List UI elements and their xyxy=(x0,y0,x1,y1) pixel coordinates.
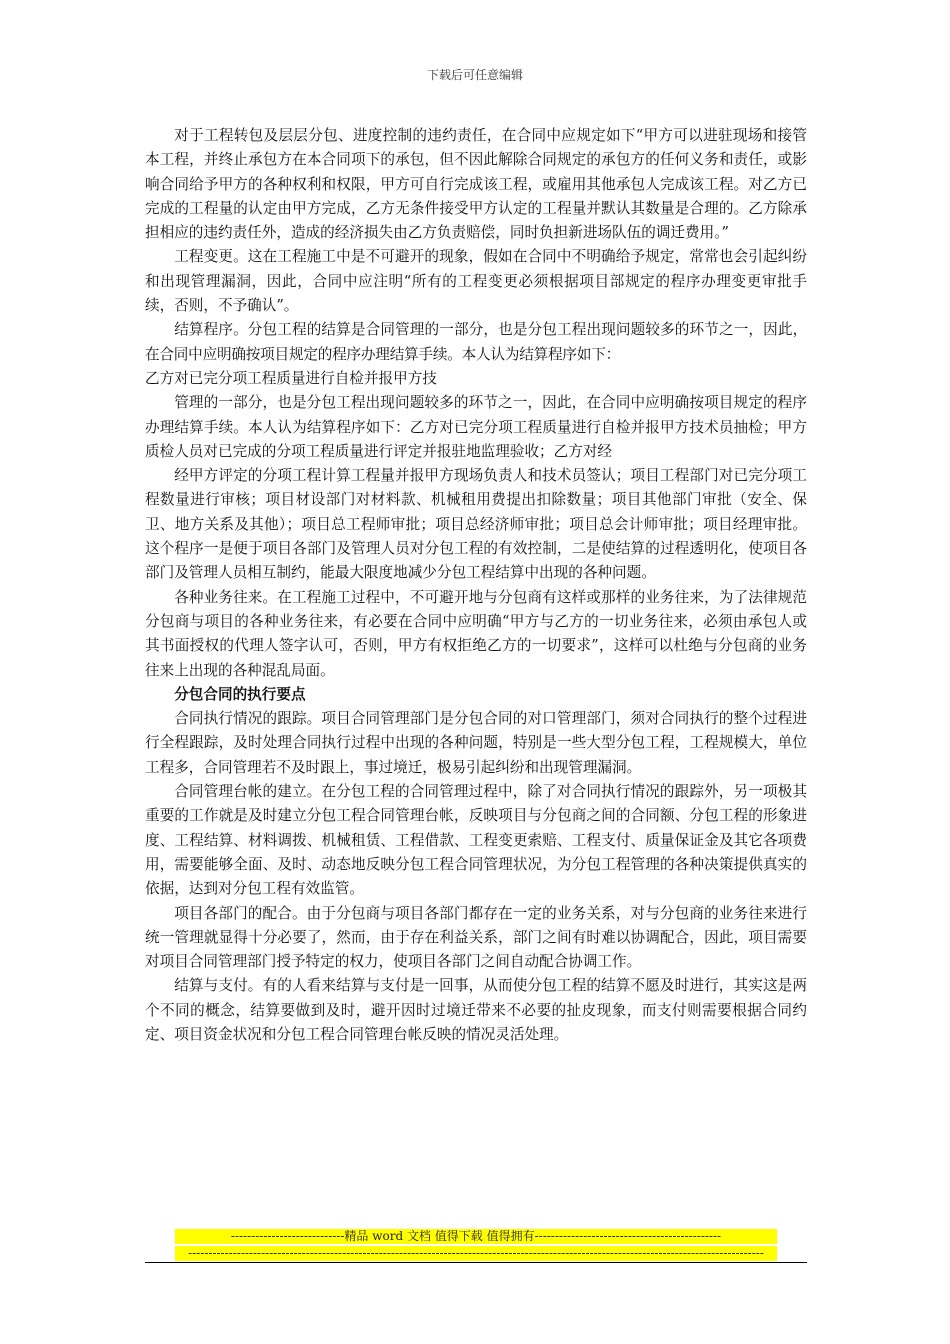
paragraph: 工程变更。这在工程施工中是不可避开的现象，假如在合同中不明确给予规定，常常也会引起纠纷和出现管理漏洞，因此，合同中应注明“所有的工程变更必须根据项目部规定的程序办理变更审批手续，否则，不予确认”。 xyxy=(145,248,807,315)
footer-dash-line: ---------------------------------------------------------------------------------------------------------------------------------------------- xyxy=(175,1246,777,1261)
document-body xyxy=(145,124,807,1047)
page-footer xyxy=(175,1229,777,1261)
footer-banner-line: ----------------------------精品 word 文档 值得下载 值得拥有---------------------------------------------- xyxy=(175,1229,777,1244)
paragraph: 项目各部门的配合。由于分包商与项目各部门都存在一定的业务关系，对与分包商的业务往来进行统一管理就显得十分必要了，然而，由于存在利益关系，部门之间有时难以协调配合，因此，项目需要对项目合同管理部门授予特定的权力，使项目各部门之间自动配合协调工作。 xyxy=(145,904,807,971)
paragraph: 结算程序。分包工程的结算是合同管理的一部分，也是分包工程出现问题较多的环节之一，因此，在合同中应明确按项目规定的程序办理结算手续。本人认为结算程序如下： xyxy=(145,321,807,363)
paragraph: 管理的一部分，也是分包工程出现问题较多的环节之一，因此，在合同中应明确按项目规定的程序办理结算手续。本人认为结算程序如下：乙方对已完分项工程质量进行自检并报甲方技术员抽检；甲方质检人员对已完成的分项工程质量进行评定并报驻地监理验收；乙方对经 xyxy=(145,394,807,460)
paragraph: 经甲方评定的分项工程计算工程量并报甲方现场负责人和技术员签认；项目工程部门对已完分项工程数量进行审核；项目材设部门对材料款、机械租用费提出扣除数量；项目其他部门审批（安全、保卫、地方关系及其他）；项目总工程师审批；项目总经济师审批；项目总会计师审批；项目经理审批。这个程序一是便于项目各部门及管理人员对分包工程的有效控制，二是使结算的过程透明化，使项目各部门及管理人员相互制约，能最大限度地减少分包工程结算中出现的各种问题。 xyxy=(145,467,807,582)
paragraph: 合同执行情况的跟踪。项目合同管理部门是分包合同的对口管理部门，须对合同执行的整个过程进行全程跟踪，及时处理合同执行过程中出现的各种问题，特别是一些大型分包工程，工程规模大，单位工程多，合同管理若不及时跟上，事过境迁，极易引起纠纷和出现管理漏洞。 xyxy=(145,710,807,776)
page-header: 下载后可任意编辑 xyxy=(426,68,523,82)
paragraph: 乙方对已完分项工程质量进行自检并报甲方技 xyxy=(145,369,437,387)
section-heading: 分包合同的执行要点 xyxy=(174,685,306,703)
footer-divider xyxy=(145,1262,807,1263)
paragraph: 结算与支付。有的人看来结算与支付是一回事，从而使分包工程的结算不愿及时进行，其实这是两个不同的概念，结算要做到及时，避开因时过境迁带来不必要的扯皮现象，而支付则需要根据合同约定、项目资金状况和分包工程合同管理台帐反映的情况灵活处理。 xyxy=(145,977,807,1043)
paragraph: 合同管理台帐的建立。在分包工程的合同管理过程中，除了对合同执行情况的跟踪外，另一项极其重要的工作就是及时建立分包工程合同管理台帐，反映项目与分包商之间的合同额、分包工程的形象进度、工程结算、材料调拨、机械租赁、工程借款、工程变更索赔、工程支付、质量保证金及其它各项费用，需要能够全面、及时、动态地反映分包工程合同管理状况，为分包工程管理的各种决策提供真实的依据，达到对分包工程有效监管。 xyxy=(145,783,807,898)
paragraph: 各种业务往来。在工程施工过程中，不可避开地与分包商有这样或那样的业务往来，为了法律规范分包商与项目的各种业务往来，有必要在合同中应明确“甲方与乙方的一切业务往来，必须由承包人或其书面授权的代理人签字认可，否则，甲方有权拒绝乙方的一切要求”，这样可以杜绝与分包商的业务往来上出现的各种混乱局面。 xyxy=(145,588,807,679)
paragraph: 对于工程转包及层层分包、进度控制的违约责任，在合同中应规定如下“甲方可以进驻现场和接管本工程，并终止承包方在本合同项下的承包，但不因此解除合同规定的承包方的任何义务和责任，或影响合同给予甲方的各种权利和权限，甲方可自行完成该工程，或雇用其他承包人完成该工程。对乙方已完成的工程量的认定由甲方完成，乙方无条件接受甲方认定的工程量并默认其数量是合理的。乙方除承担相应的违约责任外，造成的经济损失由乙方负责赔偿，同时负担新进场队伍的调迁费用。” xyxy=(145,127,807,242)
